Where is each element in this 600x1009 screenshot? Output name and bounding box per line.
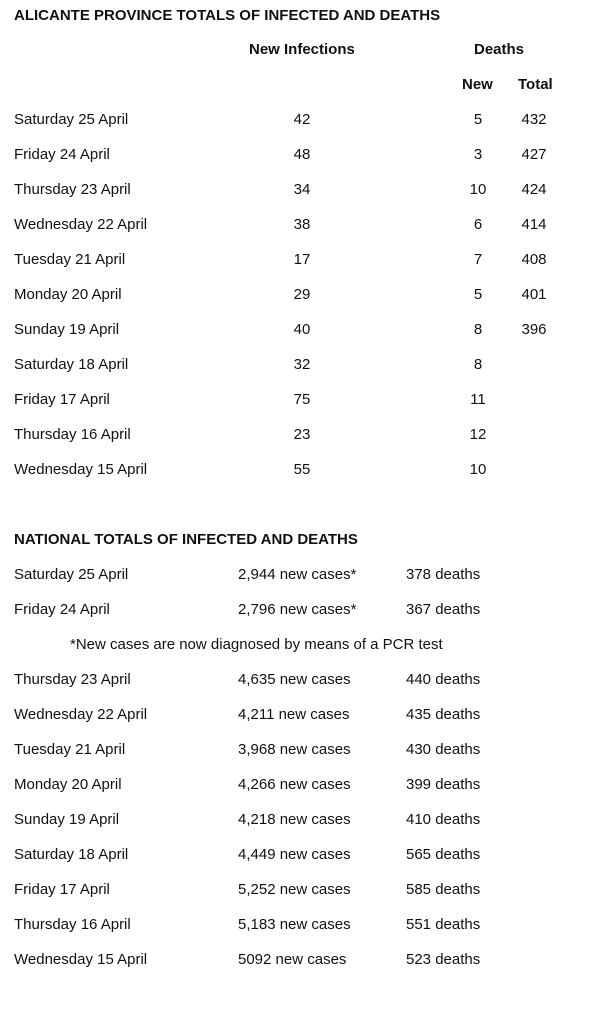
row-date: Saturday 25 April	[14, 111, 129, 128]
row-date: Sunday 19 April	[14, 321, 120, 338]
row-date: Thursday 23 April	[14, 181, 131, 198]
row-deaths-total: 414	[521, 216, 547, 233]
national-row-deaths: 565 deaths	[406, 846, 481, 863]
row-new-infections: 55	[293, 461, 311, 478]
national-row-deaths: 367 deaths	[406, 601, 481, 618]
row-deaths-new: 8	[473, 321, 483, 338]
national-row-deaths: 585 deaths	[406, 881, 481, 898]
national-row-date: Thursday 23 April	[14, 671, 131, 688]
row-date: Thursday 16 April	[14, 426, 131, 443]
national-row-cases: 4,635 new cases	[238, 671, 351, 688]
national-row-date: Thursday 16 April	[14, 916, 131, 933]
national-row-deaths: 551 deaths	[406, 916, 481, 933]
national-row-deaths: 435 deaths	[406, 706, 481, 723]
row-new-infections: 40	[293, 321, 311, 338]
national-row-deaths: 378 deaths	[406, 566, 481, 583]
row-date: Wednesday 15 April	[14, 461, 148, 478]
national-row-cases: 2,796 new cases*	[238, 601, 357, 618]
national-row-date: Friday 24 April	[14, 601, 110, 618]
row-deaths-total: 401	[521, 286, 547, 303]
national-row-deaths: 440 deaths	[406, 671, 481, 688]
row-deaths-new: 7	[473, 251, 483, 268]
national-row-deaths: 410 deaths	[406, 811, 481, 828]
row-deaths-total: 432	[521, 111, 547, 128]
national-row-date: Saturday 25 April	[14, 566, 129, 583]
row-date: Wednesday 22 April	[14, 216, 148, 233]
row-date: Friday 24 April	[14, 146, 110, 163]
row-new-infections: 75	[293, 391, 311, 408]
national-row-date: Saturday 18 April	[14, 846, 129, 863]
national-row-date: Monday 20 April	[14, 776, 122, 793]
national-row-date: Wednesday 15 April	[14, 951, 148, 968]
row-new-infections: 34	[293, 181, 311, 198]
row-date: Saturday 18 April	[14, 356, 129, 373]
row-deaths-total: 408	[521, 251, 547, 268]
row-deaths-total: 396	[521, 321, 547, 338]
row-date: Friday 17 April	[14, 391, 110, 408]
row-new-infections: 38	[293, 216, 311, 233]
national-row-cases: 5,183 new cases	[238, 916, 351, 933]
row-deaths-new: 10	[469, 181, 487, 198]
row-deaths-total: 424	[521, 181, 547, 198]
row-new-infections: 23	[293, 426, 311, 443]
row-deaths-new: 8	[473, 356, 483, 373]
row-new-infections: 17	[293, 251, 311, 268]
row-deaths-new: 12	[469, 426, 487, 443]
national-row-cases: 4,266 new cases	[238, 776, 351, 793]
national-row-date: Sunday 19 April	[14, 811, 120, 828]
row-deaths-new: 3	[473, 146, 483, 163]
row-deaths-new: 5	[473, 286, 483, 303]
national-row-date: Wednesday 22 April	[14, 706, 148, 723]
row-deaths-new: 11	[470, 391, 486, 408]
header-new-infections: New Infections	[249, 41, 355, 58]
header-deaths-new: New	[462, 76, 493, 93]
row-deaths-new: 6	[473, 216, 483, 233]
national-row-cases: 5,252 new cases	[238, 881, 351, 898]
header-deaths: Deaths	[474, 41, 525, 58]
national-row-cases: 5092 new cases	[238, 951, 347, 968]
national-row-cases: 4,218 new cases	[238, 811, 351, 828]
national-row-date: Friday 17 April	[14, 881, 110, 898]
row-date: Monday 20 April	[14, 286, 122, 303]
pcr-note: *New cases are now diagnosed by means of a PCR test	[70, 636, 443, 653]
national-row-deaths: 430 deaths	[406, 741, 481, 758]
row-new-infections: 42	[293, 111, 311, 128]
row-new-infections: 29	[293, 286, 311, 303]
national-row-cases: 4,211 new cases	[238, 706, 350, 723]
row-new-infections: 48	[293, 146, 311, 163]
national-row-date: Tuesday 21 April	[14, 741, 126, 758]
alicante-title: ALICANTE PROVINCE TOTALS OF INFECTED AND DEATHS	[14, 7, 441, 24]
row-deaths-total: 427	[521, 146, 547, 163]
national-title: NATIONAL TOTALS OF INFECTED AND DEATHS	[14, 531, 358, 548]
row-deaths-new: 10	[469, 461, 487, 478]
national-row-deaths: 399 deaths	[406, 776, 481, 793]
national-row-cases: 3,968 new cases	[238, 741, 351, 758]
row-deaths-new: 5	[473, 111, 483, 128]
national-row-deaths: 523 deaths	[406, 951, 481, 968]
national-row-cases: 2,944 new cases*	[238, 566, 357, 583]
national-row-cases: 4,449 new cases	[238, 846, 351, 863]
header-deaths-total: Total	[518, 76, 553, 93]
row-new-infections: 32	[293, 356, 311, 373]
row-date: Tuesday 21 April	[14, 251, 126, 268]
